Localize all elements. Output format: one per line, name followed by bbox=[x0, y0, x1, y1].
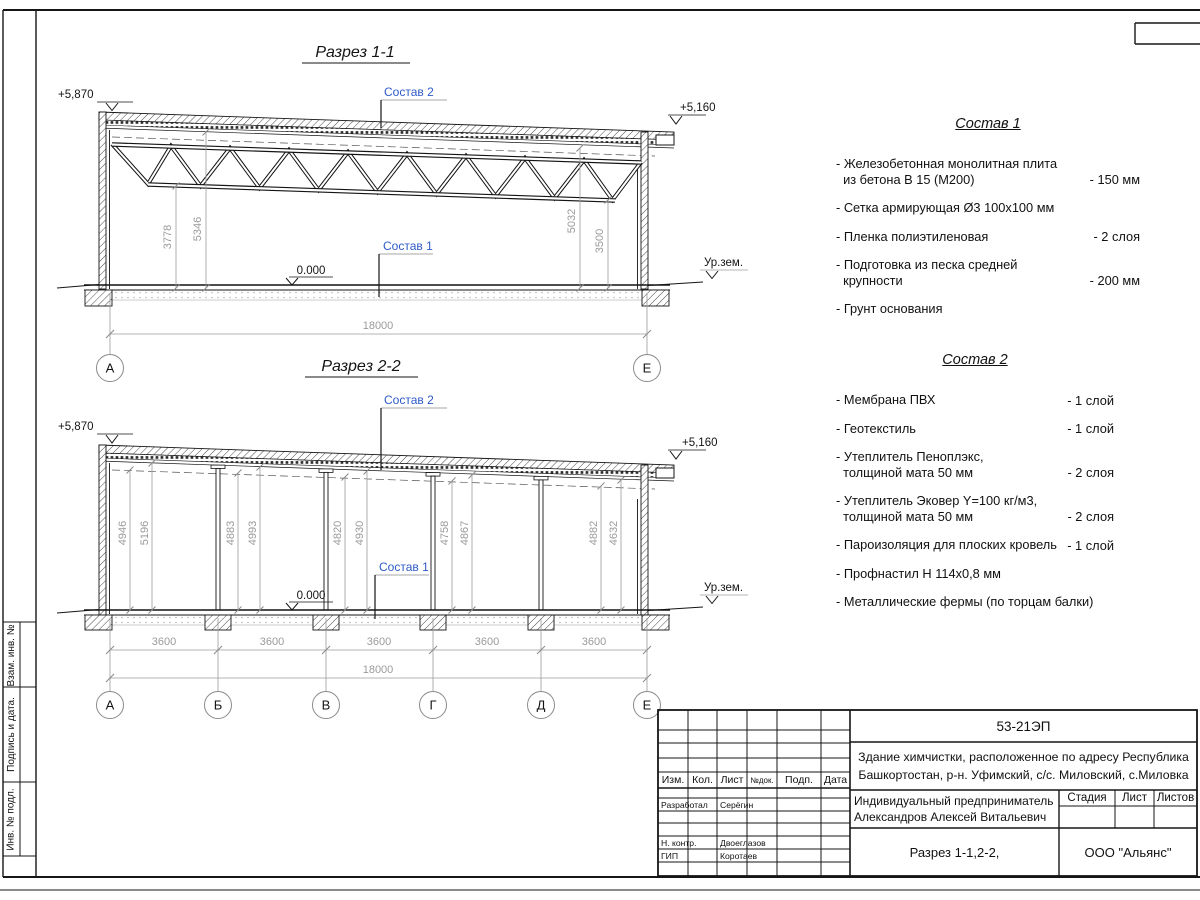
role-gip: ГИП bbox=[661, 850, 679, 861]
composition-1-title: Состав 1 bbox=[955, 116, 1021, 132]
leader-sostav1 bbox=[379, 239, 433, 297]
list-item bbox=[836, 566, 1114, 582]
svg-text:+5,870: +5,870 bbox=[58, 421, 94, 433]
grid-a: А bbox=[105, 360, 115, 376]
list-item bbox=[836, 594, 1114, 610]
bay-dimensions bbox=[106, 618, 651, 691]
columns bbox=[211, 465, 548, 610]
item-name: - Железобетонная монолитная плита из бетона В 15 (М200) bbox=[836, 156, 1058, 187]
client-name: Индивидуальный предприниматель Александров Алексей Витальевич bbox=[854, 793, 1054, 824]
list-item bbox=[836, 156, 1140, 187]
dim-4867: 4867 bbox=[459, 520, 471, 546]
list-item bbox=[836, 537, 1114, 553]
dim-4883: 4883 bbox=[225, 520, 237, 546]
item-name: - Пароизоляция для плоских кровель bbox=[836, 537, 1057, 552]
ground-level-mark bbox=[700, 257, 748, 279]
wall-right bbox=[638, 132, 649, 289]
item-name: - Грунт основания bbox=[836, 301, 943, 316]
item-value: - 150 мм bbox=[1089, 172, 1140, 187]
leader-sostav2 bbox=[381, 85, 447, 128]
title-block-lines bbox=[658, 710, 1197, 876]
ground-level-mark-2 bbox=[700, 582, 748, 604]
item-name: - Сетка армирующая Ø3 100х100 мм bbox=[836, 200, 1055, 215]
composition-1-list bbox=[836, 116, 1140, 330]
dim-5032: 5032 bbox=[566, 208, 578, 234]
item-name: - Металлические фермы (по торцам балки) bbox=[836, 594, 1094, 609]
bay-dim: 3600 bbox=[474, 636, 500, 648]
bay-dim: 3600 bbox=[366, 636, 392, 648]
item-name: - Утеплитель Пеноплэкс, толщиной мата 50 мм bbox=[836, 449, 984, 480]
roof-assembly-2 bbox=[99, 445, 674, 489]
item-value: - 2 слоя bbox=[1067, 509, 1114, 524]
list-item bbox=[836, 301, 1140, 317]
bay-dim: 3600 bbox=[151, 636, 177, 648]
item-value: - 1 слой bbox=[1067, 392, 1114, 408]
dim-3778: 3778 bbox=[162, 224, 174, 250]
composition-2-title: Состав 2 bbox=[942, 352, 1008, 368]
col-list: Лист bbox=[720, 774, 744, 786]
item-name: - Утеплитель Эковер Y=100 кг/м3, толщиной мата 50 мм bbox=[836, 493, 1038, 524]
item-value: - 1 слой bbox=[1067, 421, 1114, 436]
composition-2-list bbox=[836, 352, 1114, 623]
elevation-left-2 bbox=[58, 421, 133, 443]
name-developed: Серёгин bbox=[720, 799, 754, 810]
sheet-header: Лист bbox=[1122, 792, 1147, 804]
dim-4820: 4820 bbox=[332, 520, 344, 546]
section1-title: Разрез 1-1 bbox=[315, 44, 395, 61]
grid-g2: Г bbox=[429, 697, 437, 713]
svg-text:Состав 2: Состав 2 bbox=[384, 85, 434, 99]
bay-dim: 3600 bbox=[259, 636, 285, 648]
item-name: - Пленка полиэтиленовая bbox=[836, 228, 989, 244]
list-item bbox=[836, 392, 1114, 408]
role-developed: Разработал bbox=[661, 799, 708, 810]
roof-assembly bbox=[99, 112, 674, 156]
section-2-2 bbox=[57, 358, 748, 719]
wall-left bbox=[99, 112, 110, 289]
dim-4882: 4882 bbox=[588, 520, 600, 546]
col-podp: Подп. bbox=[785, 774, 813, 786]
dim-total: 18000 bbox=[362, 320, 394, 332]
elevation-left bbox=[58, 89, 133, 111]
sheet-title: Разрез 1-1,2-2, bbox=[909, 844, 1000, 860]
grid-a2: А bbox=[105, 697, 115, 713]
col-ndok: №док. bbox=[750, 775, 774, 785]
doc-code: 53-21ЭП bbox=[996, 718, 1051, 734]
dim-4993: 4993 bbox=[247, 520, 259, 546]
dim-4758: 4758 bbox=[439, 520, 451, 546]
name-gip: Коротаев bbox=[720, 850, 758, 861]
item-name: - Профнастил Н 114х0,8 мм bbox=[836, 565, 1001, 581]
wall-left-2 bbox=[99, 445, 110, 615]
elevation-right-2 bbox=[668, 437, 718, 459]
section-1-1 bbox=[57, 44, 748, 382]
dim-total-2: 18000 bbox=[362, 664, 394, 676]
floor-slab bbox=[57, 282, 703, 306]
svg-text:Ур.зем.: Ур.зем. bbox=[704, 257, 744, 269]
grid-bubbles-2 bbox=[97, 692, 661, 719]
sidebar-label-inv: Инв. № подл. bbox=[5, 788, 17, 851]
company-name: ООО "Альянс" bbox=[1084, 844, 1172, 860]
grid-b2: Б bbox=[213, 697, 223, 713]
svg-text:0.000: 0.000 bbox=[296, 265, 326, 277]
dim-5346: 5346 bbox=[192, 216, 204, 242]
dim-4930: 4930 bbox=[354, 520, 366, 546]
list-item bbox=[836, 449, 1114, 480]
role-ncontrol: Н. контр. bbox=[661, 837, 697, 848]
sidebar-label-vzam: Взам. инв. № bbox=[5, 624, 17, 687]
svg-text:Ур.зем.: Ур.зем. bbox=[704, 582, 744, 594]
list-item bbox=[836, 229, 1140, 245]
name-ncontrol: Двоеглазов bbox=[720, 837, 766, 848]
list-item bbox=[836, 421, 1114, 437]
item-name: - Геотекстиль bbox=[836, 420, 916, 436]
item-value: - 200 мм bbox=[1089, 273, 1140, 288]
dim-3500: 3500 bbox=[594, 228, 606, 254]
col-kol: Кол. bbox=[692, 774, 713, 786]
item-value: - 2 слоя bbox=[1093, 229, 1140, 244]
dim-5196: 5196 bbox=[139, 520, 151, 546]
svg-text:+5,160: +5,160 bbox=[682, 437, 718, 449]
sheets-header: Листов bbox=[1156, 792, 1195, 804]
list-item bbox=[836, 200, 1140, 216]
item-name: - Подготовка из песка средней крупности bbox=[836, 257, 1018, 288]
svg-text:Состав 1: Состав 1 bbox=[383, 239, 433, 253]
dim-4632: 4632 bbox=[608, 520, 620, 546]
item-value: - 1 слой bbox=[1067, 537, 1114, 553]
object-description: Здание химчистки, расположенное по адресу Республика Башкортостан, р-н. Уфимский, с/с. Миловский, с.Миловка bbox=[858, 749, 1189, 782]
col-izm: Изм. bbox=[661, 774, 685, 786]
svg-text:+5,870: +5,870 bbox=[58, 89, 94, 101]
stage-header: Стадия bbox=[1067, 792, 1107, 804]
svg-text:+5,160: +5,160 bbox=[680, 102, 716, 114]
wall-right-2 bbox=[638, 465, 649, 615]
level-mark-zero bbox=[286, 265, 333, 285]
svg-text:Состав 2: Состав 2 bbox=[384, 393, 434, 407]
section2-title: Разрез 2-2 bbox=[321, 358, 401, 375]
list-item bbox=[836, 493, 1114, 524]
floor-slab-2 bbox=[57, 607, 703, 630]
sidebar-label-podpis: Подпись и дата. bbox=[5, 697, 17, 772]
svg-text:Состав 1: Состав 1 bbox=[379, 560, 429, 574]
bay-dim: 3600 bbox=[581, 636, 607, 648]
list-item bbox=[836, 257, 1140, 288]
dim-4946: 4946 bbox=[117, 520, 129, 546]
elevation-right bbox=[668, 102, 716, 124]
item-name: - Мембрана ПВХ bbox=[836, 392, 936, 407]
col-data: Дата bbox=[823, 774, 848, 786]
item-value: - 2 слоя bbox=[1067, 465, 1114, 480]
grid-d2: Д bbox=[536, 697, 546, 713]
grid-e2: Е bbox=[642, 697, 652, 713]
grid-v2: В bbox=[321, 697, 331, 713]
grid-e: Е bbox=[642, 360, 652, 376]
svg-text:0.000: 0.000 bbox=[296, 590, 326, 602]
